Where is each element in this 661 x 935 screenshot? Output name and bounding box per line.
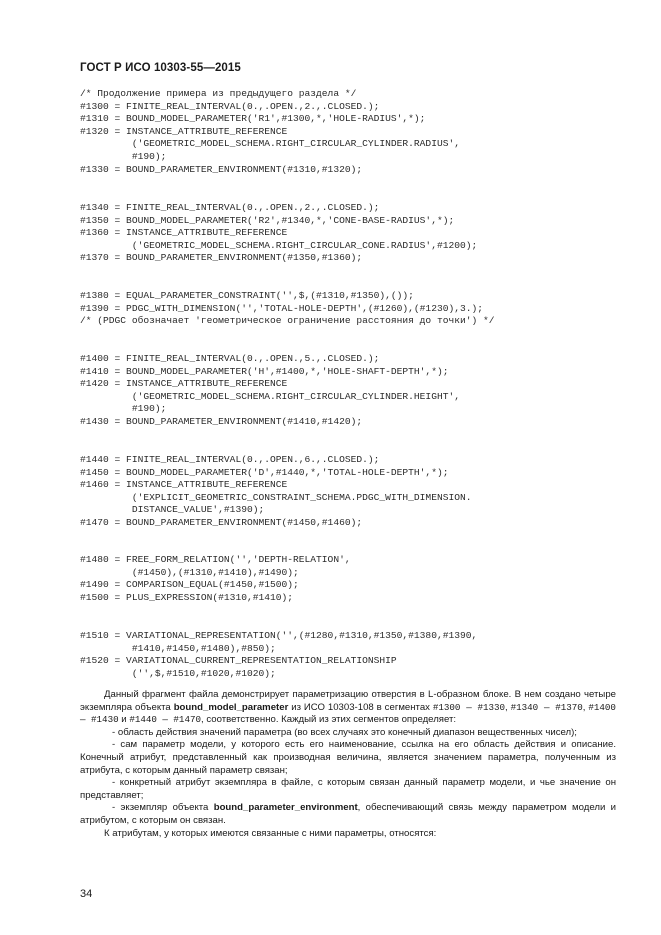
code-line: #1440 = FINITE_REAL_INTERVAL(0.,.OPEN.,6.,.CLOSED.); [80, 454, 380, 465]
code-line: ('GEOMETRIC_MODEL_SCHEMA.RIGHT_CIRCULAR_CONE.RADIUS',#1200); [80, 239, 478, 251]
list-item: - область действия значений параметра (во всех случаях это конечный диапазон вещественных чисел); [112, 726, 577, 738]
body-text [80, 689, 616, 840]
code-line: (#1450),(#1310,#1410),#1490); [80, 566, 299, 578]
code-line: #1380 = EQUAL_PARAMETER_CONSTRAINT('',$,(#1310,#1350),()); [80, 290, 414, 301]
code-line: #1490 = COMPARISON_EQUAL(#1450,#1500); [80, 579, 299, 591]
code-line: ('EXPLICIT_GEOMETRIC_CONSTRAINT_SCHEMA.PDGC_WITH_DIMENSION. [80, 491, 472, 503]
code-line: ('GEOMETRIC_MODEL_SCHEMA.RIGHT_CIRCULAR_CYLINDER.RADIUS', [80, 138, 460, 150]
code-line: /* (PDGC обозначает 'геометрическое ограничение расстояния до точки') */ [80, 315, 495, 327]
document-header: ГОСТ Р ИСО 10303-55—2015 [80, 62, 241, 74]
code-line: #1500 = PLUS_EXPRESSION(#1310,#1410); [80, 591, 294, 603]
code-line: #1520 = VARIATIONAL_CURRENT_REPRESENTATION_RELATIONSHIP [80, 655, 397, 667]
list-item: - конкретный атрибут экземпляра в файле, с которым связан данный параметр модели, и чье значение он представляет; [80, 777, 616, 801]
paragraph: Данный фрагмент файла демонстрирует параметризацию отверстия в L-образном блоке. В нем создано четыре экземпляра объекта bound_model_parameter из ИСО 10303-108 в сегментах #1300 — #1330, #1340 — #1370, #1400 — #1430 и #1440 — #1470, соответственно. Каждый из этих сегментов определяет: [80, 689, 616, 726]
code-line: #190); [80, 403, 167, 415]
code-line: /* Продолжение примера из предыдущего раздела */ [80, 88, 357, 99]
code-line: #1410,#1450,#1480),#850); [80, 642, 276, 654]
list-item: - сам параметр модели, у которого есть его наименование, ссылка на его область действия и описание. Конечный атрибут, представленный как производная величина, является значением параметра, полученным из атрибута, с которым данный параметр связан; [80, 739, 616, 776]
code-line: #1390 = PDGC_WITH_DIMENSION('','TOTAL-HOLE-DEPTH',(#1260),(#1230),3.); [80, 302, 484, 314]
code-line: #1460 = INSTANCE_ATTRIBUTE_REFERENCE [80, 479, 288, 491]
code-line: #1330 = BOUND_PARAMETER_ENVIRONMENT(#1310,#1320); [80, 163, 363, 175]
code-line: #1350 = BOUND_MODEL_PARAMETER('R2',#1340,*,'CONE-BASE-RADIUS',*); [80, 214, 455, 226]
code-line: #1300 = FINITE_REAL_INTERVAL(0.,.OPEN.,2.,.CLOSED.); [80, 100, 380, 112]
code-block [80, 554, 620, 604]
code-line: #1410 = BOUND_MODEL_PARAMETER('H',#1400,*,'HOLE-SHAFT-DEPTH',*); [80, 365, 449, 377]
code-line: ('',$,#1510,#1020,#1020); [80, 667, 276, 679]
code-line: ('GEOMETRIC_MODEL_SCHEMA.RIGHT_CIRCULAR_CYLINDER.HEIGHT', [80, 390, 460, 402]
code-line: #1480 = FREE_FORM_RELATION('','DEPTH-RELATION', [80, 554, 351, 565]
code-line: #1370 = BOUND_PARAMETER_ENVIRONMENT(#1350,#1360); [80, 252, 363, 264]
code-line: #1310 = BOUND_MODEL_PARAMETER('R1',#1300,*,'HOLE-RADIUS',*); [80, 113, 426, 125]
code-block [80, 88, 620, 176]
code-line: #1400 = FINITE_REAL_INTERVAL(0.,.OPEN.,5.,.CLOSED.); [80, 353, 380, 364]
code-line: #1470 = BOUND_PARAMETER_ENVIRONMENT(#1450,#1460); [80, 516, 363, 528]
code-line: #1430 = BOUND_PARAMETER_ENVIRONMENT(#1410,#1420); [80, 415, 363, 427]
page-number: 34 [80, 888, 93, 900]
code-line: #190); [80, 150, 167, 162]
code-line: DISTANCE_VALUE',#1390); [80, 504, 265, 516]
code-line: #1510 = VARIATIONAL_REPRESENTATION('',(#1280,#1310,#1350,#1380,#1390, [80, 630, 478, 641]
code-line: #1340 = FINITE_REAL_INTERVAL(0.,.OPEN.,2.,.CLOSED.); [80, 202, 380, 213]
code-line: #1320 = INSTANCE_ATTRIBUTE_REFERENCE [80, 125, 288, 137]
code-line: #1360 = INSTANCE_ATTRIBUTE_REFERENCE [80, 227, 288, 239]
code-line: #1450 = BOUND_MODEL_PARAMETER('D',#1440,*,'TOTAL-HOLE-DEPTH',*); [80, 466, 449, 478]
code-line: #1420 = INSTANCE_ATTRIBUTE_REFERENCE [80, 378, 288, 390]
code-block [80, 454, 620, 530]
code-block [80, 202, 620, 265]
paragraph: К атрибутам, у которых имеются связанные с ними параметры, относятся: [104, 827, 437, 839]
code-block [80, 630, 620, 680]
list-item: - экземпляр объекта bound_parameter_environment, обеспечивающий связь между параметром модели и атрибутом, с которым он связан. [80, 802, 616, 826]
code-block [80, 290, 620, 328]
code-block [80, 353, 620, 429]
